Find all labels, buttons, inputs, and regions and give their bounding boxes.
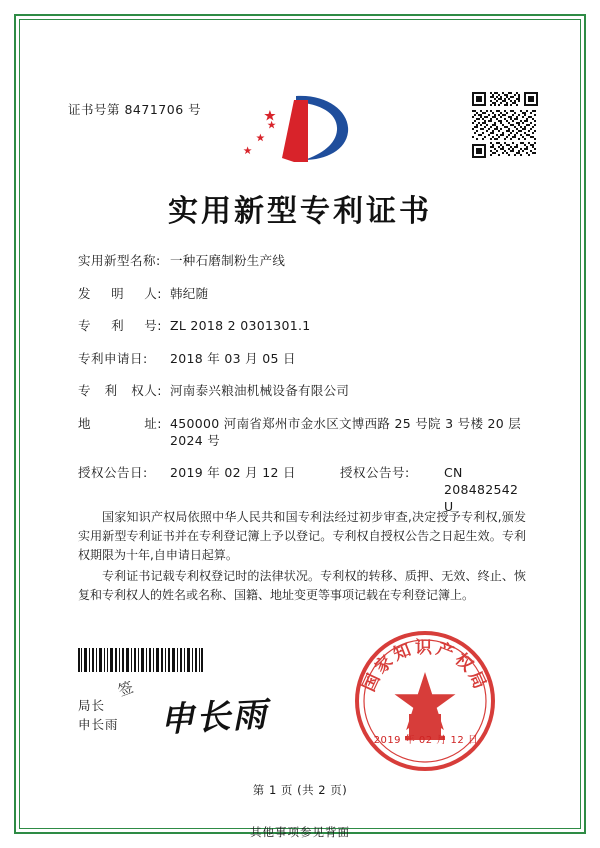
handwriting-mark-icon: 签 bbox=[115, 677, 136, 700]
director-signature: 申长雨 bbox=[159, 694, 270, 741]
seal-date: 2019 年 02 月 12 日 bbox=[373, 735, 479, 746]
field-value-patentee: 河南泰兴粮油机械设备有限公司 bbox=[170, 383, 350, 398]
director-title-line1: 局长 bbox=[78, 698, 106, 713]
field-label-inventor-char3: 人: bbox=[144, 285, 162, 301]
field-label-address-char1: 地 bbox=[78, 415, 92, 431]
field-label-patent-number-char1: 专 bbox=[78, 318, 92, 333]
director-title bbox=[78, 696, 119, 734]
field-label-address bbox=[78, 415, 170, 432]
field-label-application-date: 专利申请日: bbox=[78, 350, 148, 366]
qr-code-icon bbox=[472, 92, 538, 158]
field-label-inventor bbox=[78, 285, 170, 302]
field-label-patent-number bbox=[78, 317, 170, 334]
page-title: 实用新型专利证书 bbox=[168, 194, 432, 229]
field-label-inventor-char2: 明 bbox=[111, 285, 125, 301]
field-label-patent-number-char3: 号: bbox=[144, 318, 162, 333]
field-value-grant-number: CN 208482542 U bbox=[444, 465, 519, 514]
field-label-inventor-char1: 发 bbox=[78, 285, 92, 301]
field-value-address: 450000 河南省郑州市金水区文博西路 25 号院 3 号楼 20 层 2024 号 bbox=[170, 415, 522, 448]
official-seal-icon bbox=[352, 628, 498, 774]
field-row-address bbox=[78, 415, 528, 449]
certificate-body bbox=[78, 508, 526, 607]
patent-fields bbox=[78, 252, 528, 531]
field-value-application-date: 2018 年 03 月 05 日 bbox=[170, 350, 296, 366]
svg-text:国家知识产权局: 国家知识产权局 bbox=[359, 638, 491, 695]
barcode-icon bbox=[78, 648, 204, 672]
field-value-utility-model-name: 一种石磨制粉生产线 bbox=[170, 253, 286, 268]
field-row-patentee bbox=[78, 382, 528, 399]
field-row-application-date bbox=[78, 350, 528, 367]
field-value-grant-date: 2019 年 02 月 12 日 bbox=[170, 465, 296, 480]
field-row-utility-model-name bbox=[78, 252, 528, 269]
footer-note: 其他事项参见背面 bbox=[250, 825, 350, 839]
field-label-grant-number: 授权公告号: bbox=[340, 465, 410, 480]
field-label-grant-date: 授权公告日: bbox=[78, 465, 148, 480]
field-row-patent-number bbox=[78, 317, 528, 334]
field-row-inventor bbox=[78, 285, 528, 302]
body-paragraph-1: 国家知识产权局依照中华人民共和国专利法经过初步审查,决定授予专利权,颁发实用新型专利证书并在专利登记簿上予以登记。专利权自授权公告之日起生效。专利权期限为十年,自申请日起算。 bbox=[78, 510, 526, 562]
field-label-patent-number-char2: 利 bbox=[111, 318, 125, 333]
body-paragraph-2: 专利证书记载专利权登记时的法律状况。专利权的转移、质押、无效、终止、恢复和专利权人的姓名或名称、国籍、地址变更等事项记载在专利登记簿上。 bbox=[78, 569, 526, 602]
field-value-patent-number: ZL 2018 2 0301301.1 bbox=[170, 318, 311, 333]
field-label-patentee-char3: 权人: bbox=[131, 383, 162, 398]
field-label-address-char3: 址: bbox=[144, 415, 162, 431]
field-value-inventor: 韩纪随 bbox=[170, 285, 209, 301]
field-label-patentee bbox=[78, 382, 170, 399]
cnipa-logo-icon bbox=[238, 88, 358, 168]
certificate-number: 证书号第 8471706 号 bbox=[68, 102, 202, 117]
page-number: 第 1 页 (共 2 页) bbox=[252, 783, 348, 797]
field-label-patentee-char2: 利 bbox=[104, 383, 118, 398]
field-label-patentee-char1: 专 bbox=[78, 383, 92, 398]
director-title-line2: 申长雨 bbox=[78, 717, 119, 732]
field-label-utility-model-name: 实用新型名称: bbox=[78, 253, 161, 268]
